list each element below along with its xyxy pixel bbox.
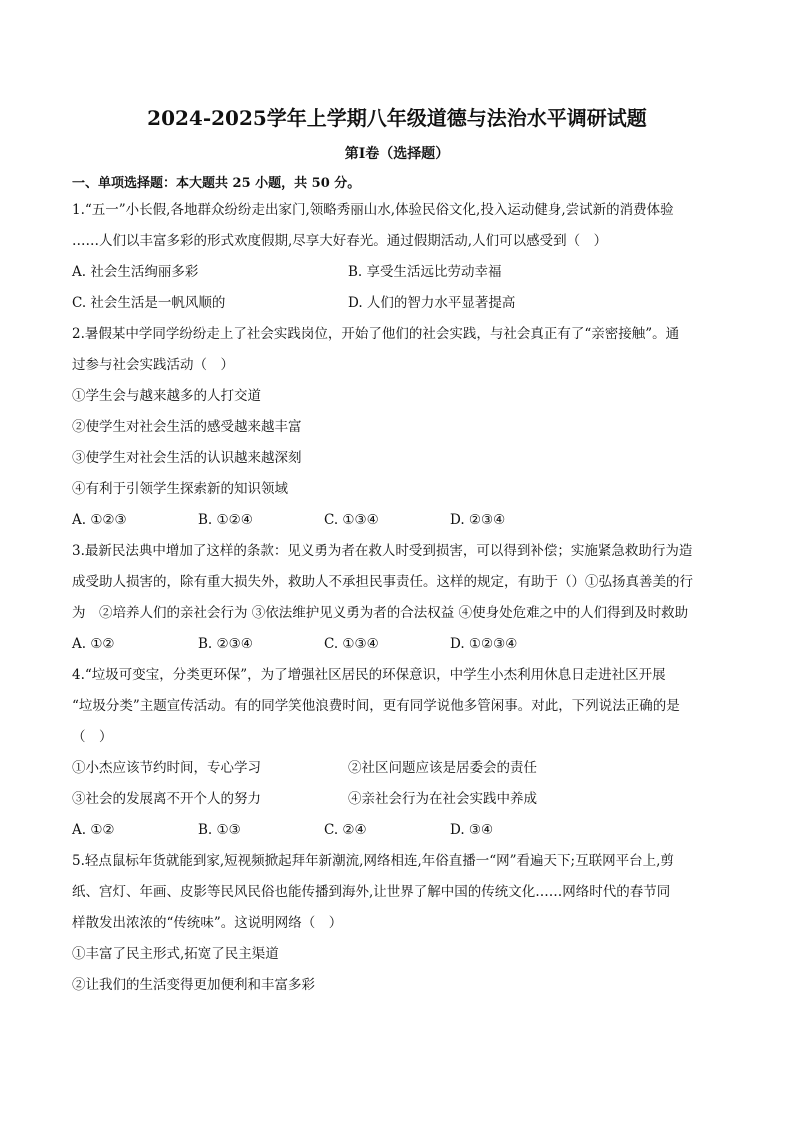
question-text: 5.轻点鼠标年货就能到家,短视频掀起拜年新潮流,网络相连,年俗直播一“网”看遍天下;互联网平台上,剪 bbox=[72, 853, 674, 869]
section-heading: 一、单项选择题：本大题共 25 小题，共 50 分。 bbox=[72, 176, 361, 191]
question-5 bbox=[72, 846, 722, 1001]
question-text: 纸、宫灯、年画、皮影等民风民俗也能传播到海外,让世界了解中国的传统文化……网络时代的春节同 bbox=[72, 884, 671, 900]
question-1 bbox=[72, 195, 722, 319]
question-4 bbox=[72, 660, 722, 846]
option-a: A. ①② bbox=[72, 636, 115, 652]
option-d: D. ③④ bbox=[450, 822, 494, 838]
option-d: D. ①②③④ bbox=[450, 636, 518, 652]
option-c: C. ①③④ bbox=[324, 636, 379, 652]
statement-item: ③社会的发展离不开个人的努力 bbox=[72, 791, 261, 807]
question-text: 过参与社会实践活动（ ） bbox=[72, 357, 234, 373]
statement-row bbox=[72, 784, 722, 815]
option-c: C. ②④ bbox=[324, 822, 367, 838]
option-a: A. ①②③ bbox=[72, 512, 127, 528]
question-text: 1.“五一”小长假,各地群众纷纷走出家门,领略秀丽山水,体验民俗文化,投入运动健身,尝试新的消费体验 bbox=[72, 202, 674, 218]
option-b: B. ①②④ bbox=[198, 512, 253, 528]
statement-item: ②让我们的生活变得更加便利和丰富多彩 bbox=[72, 977, 315, 993]
question-3 bbox=[72, 536, 722, 660]
question-text: 样散发出浓浓的“传统味”。这说明网络（ ） bbox=[72, 915, 343, 931]
option-c: C. 社会生活是一帆风顺的 bbox=[72, 295, 226, 311]
statement-item: ①学生会与越来越多的人打交道 bbox=[72, 388, 261, 404]
question-text: ……人们以丰富多彩的形式欢度假期,尽享大好春光。通过假期活动,人们可以感受到（ ） bbox=[72, 233, 608, 249]
question-text: “垃圾分类”主题宣传活动。有的同学笑他浪费时间，更有同学说他多管闲事。对此，下列说法正确的是 bbox=[72, 698, 680, 714]
question-text: 为 ②培养人们的亲社会行为 ③依法维护见义勇为者的合法权益 ④使身处危难之中的人们得到及时救助 bbox=[72, 605, 689, 621]
options-row bbox=[72, 257, 722, 288]
page-title: 2024-2025学年上学期八年级道德与法治水平调研试题 bbox=[147, 106, 647, 130]
option-a: A. ①② bbox=[72, 822, 115, 838]
option-b: B. ①③ bbox=[198, 822, 241, 838]
statement-row bbox=[72, 753, 722, 784]
options-row bbox=[72, 815, 722, 846]
option-a: A. 社会生活绚丽多彩 bbox=[72, 264, 199, 280]
statement-item: ②使学生对社会生活的感受越来越丰富 bbox=[72, 419, 302, 435]
question-2 bbox=[72, 319, 722, 536]
option-d: D. 人们的智力水平显著提高 bbox=[348, 295, 516, 311]
statement-item: ④亲社会行为在社会实践中养成 bbox=[348, 791, 537, 807]
option-b: B. 享受生活远比劳动幸福 bbox=[348, 264, 502, 280]
options-row bbox=[72, 288, 722, 319]
statement-item: ④有利于引领学生探索新的知识领域 bbox=[72, 481, 288, 497]
exam-page bbox=[72, 100, 722, 1001]
options-row bbox=[72, 505, 722, 536]
statement-item: ③使学生对社会生活的认识越来越深刻 bbox=[72, 450, 302, 466]
question-text: 成受助人损害的，除有重大损失外，救助人不承担民事责任。这样的规定，有助于（）①弘扬真善美的行 bbox=[72, 574, 693, 590]
question-text: 3.最新民法典中增加了这样的条款：见义勇为者在救人时受到损害，可以得到补偿；实施紧急救助行为造 bbox=[72, 543, 693, 559]
question-text: 4.“垃圾可变宝，分类更环保”，为了增强社区居民的环保意识，中学生小杰利用休息日走进社区开展 bbox=[72, 667, 666, 683]
statement-item: ①小杰应该节约时间，专心学习 bbox=[72, 760, 261, 776]
statement-item: ①丰富了民主形式,拓宽了民主渠道 bbox=[72, 946, 279, 962]
section-subtitle: 第Ⅰ卷（选择题） bbox=[344, 146, 450, 162]
question-text: （ ） bbox=[72, 729, 113, 745]
statement-item: ②社区问题应该是居委会的责任 bbox=[348, 760, 537, 776]
options-row bbox=[72, 629, 722, 660]
option-d: D. ②③④ bbox=[450, 512, 506, 528]
question-text: 2.暑假某中学同学纷纷走上了社会实践岗位，开始了他们的社会实践，与社会真正有了“亲密接触”。通 bbox=[72, 326, 680, 342]
option-b: B. ②③④ bbox=[198, 636, 253, 652]
option-c: C. ①③④ bbox=[324, 512, 379, 528]
